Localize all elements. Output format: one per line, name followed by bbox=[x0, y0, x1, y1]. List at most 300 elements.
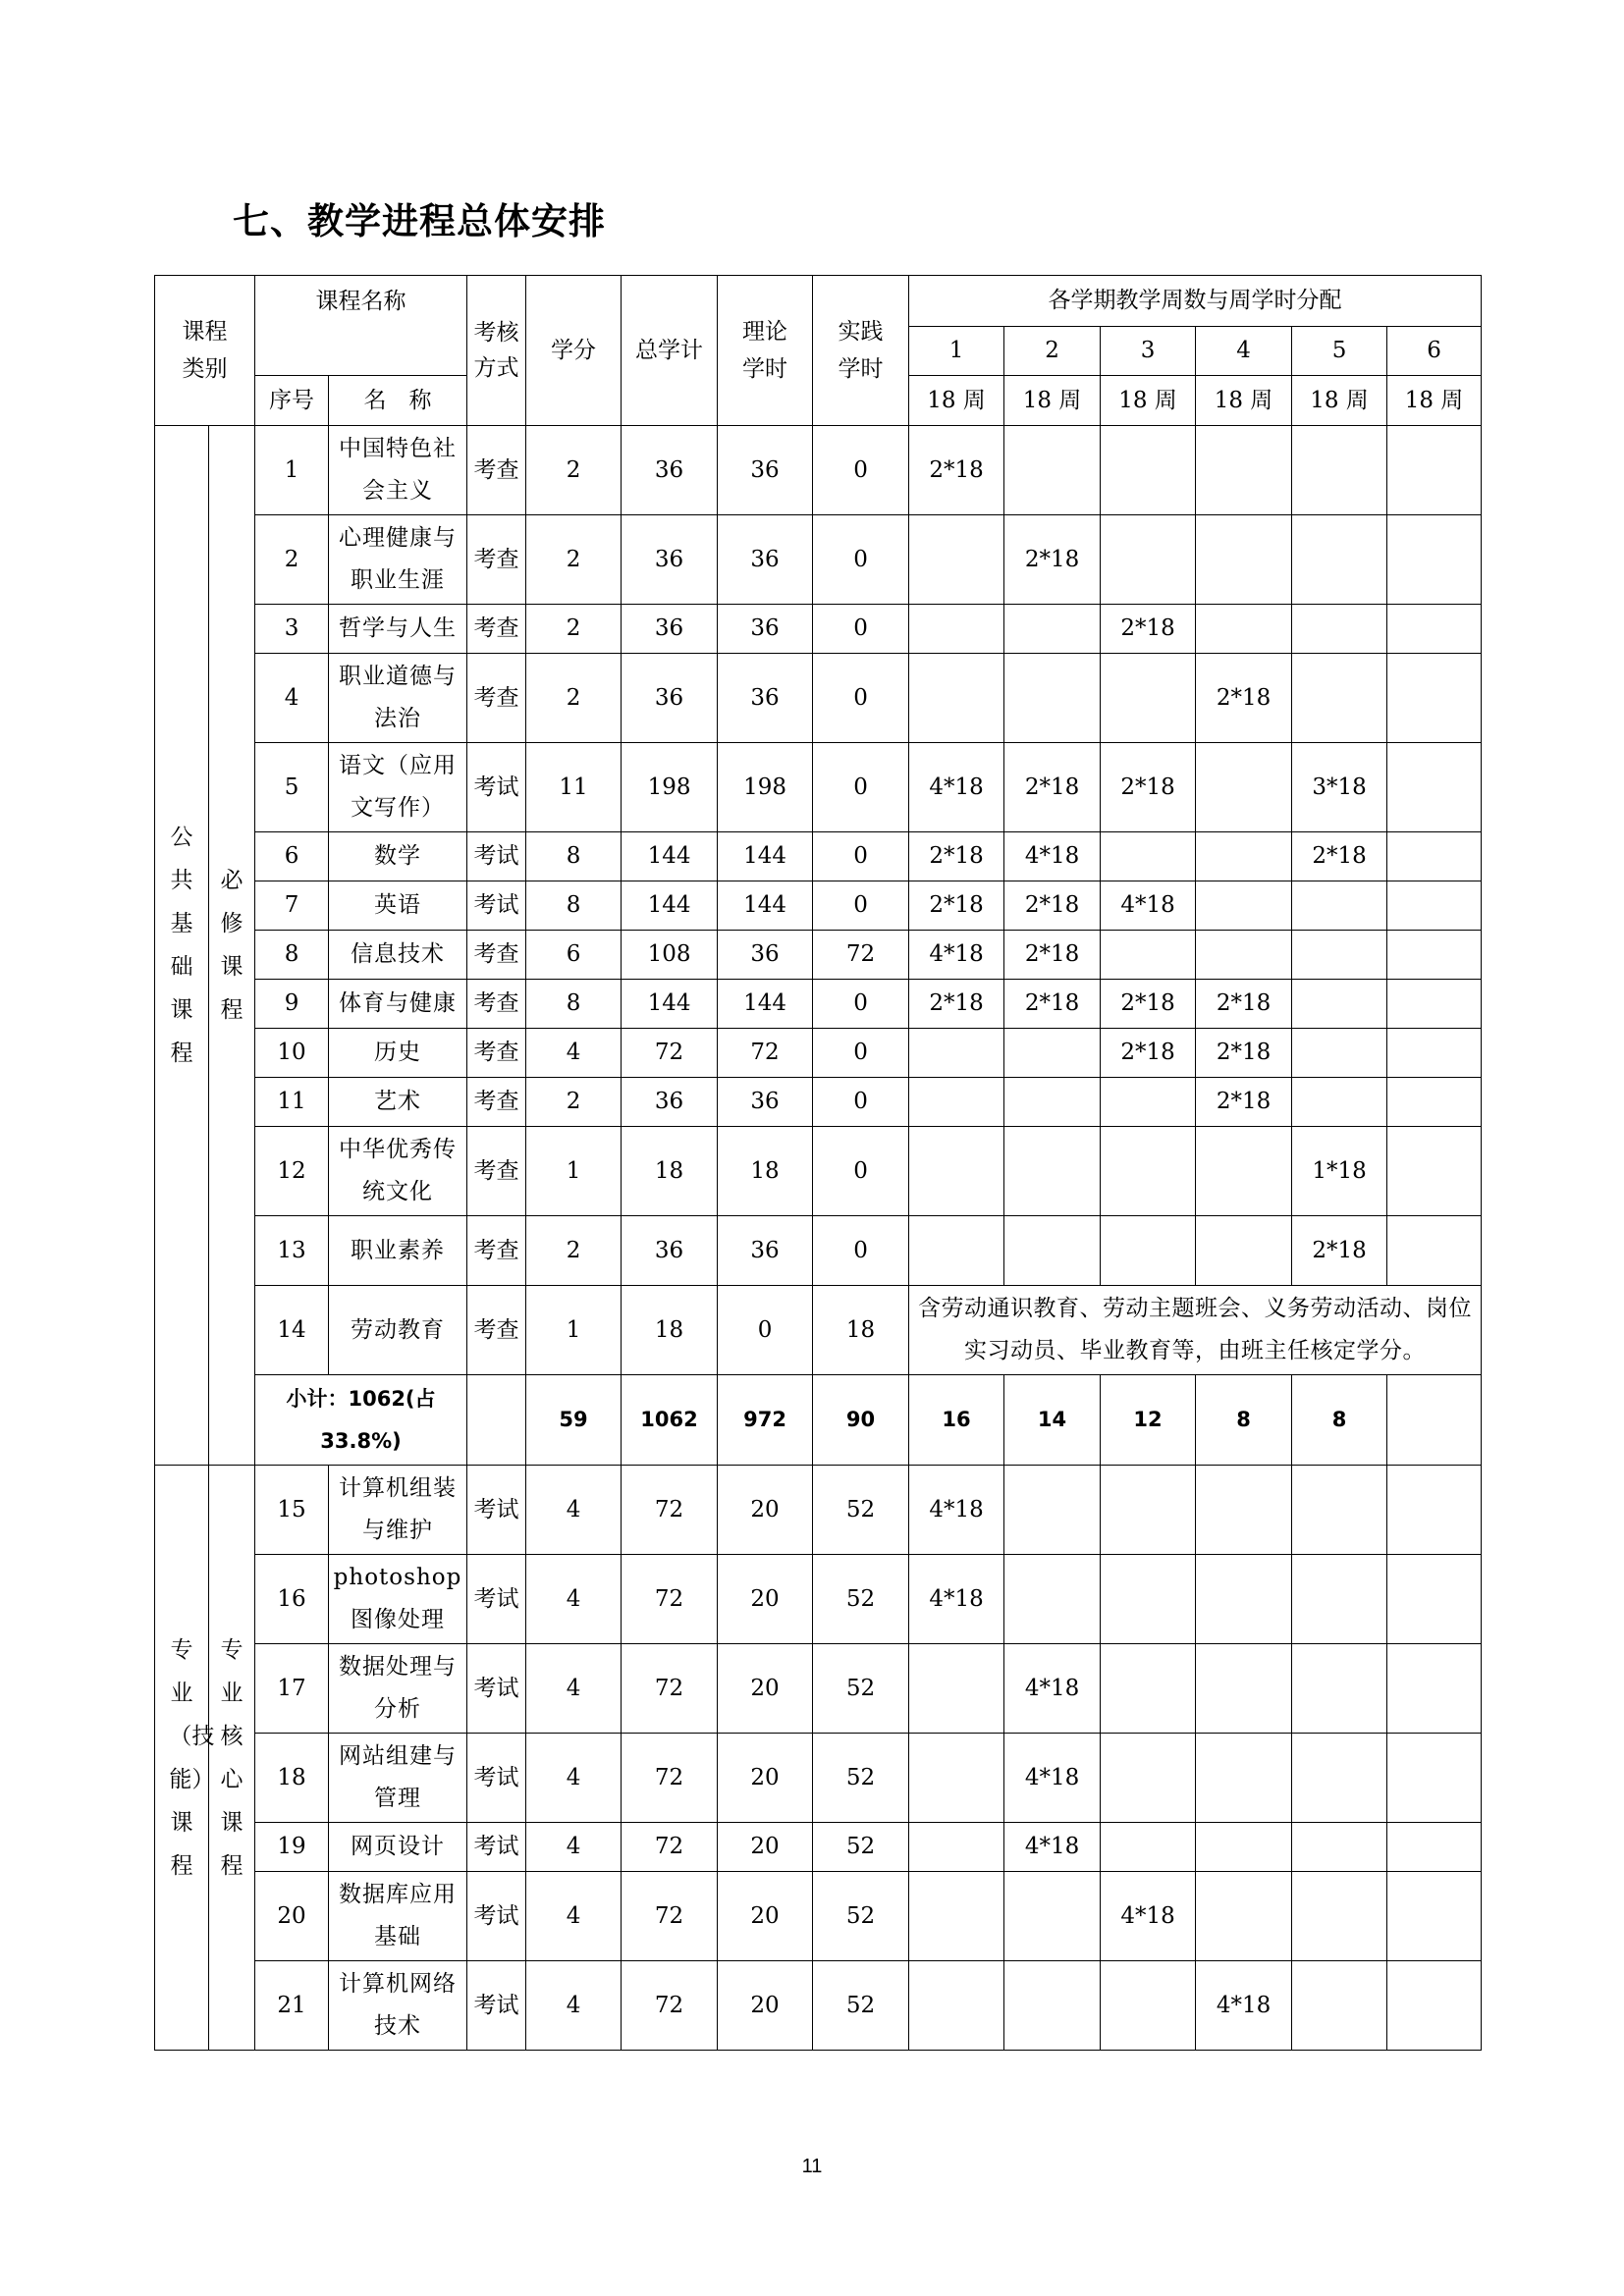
semester-hours-1: 2*18 bbox=[909, 832, 1004, 881]
course-assessment: 考查 bbox=[467, 515, 526, 605]
course-name: photoshop图像处理 bbox=[329, 1555, 467, 1644]
header-semester-4: 4 bbox=[1196, 327, 1292, 376]
course-total-hours: 72 bbox=[622, 1029, 718, 1078]
header-semester-1: 1 bbox=[909, 327, 1004, 376]
course-name: 哲学与人生 bbox=[329, 605, 467, 654]
semester-hours-5: 1*18 bbox=[1292, 1127, 1387, 1216]
semester-hours-4 bbox=[1196, 931, 1292, 980]
semester-hours-3: 2*18 bbox=[1101, 743, 1196, 832]
semester-hours-1: 2*18 bbox=[909, 980, 1004, 1029]
semester-hours-1 bbox=[909, 1961, 1004, 2051]
semester-hours-4 bbox=[1196, 1734, 1292, 1823]
course-theory-hours: 18 bbox=[718, 1127, 813, 1216]
semester-hours-5: 2*18 bbox=[1292, 1216, 1387, 1286]
course-seq: 8 bbox=[255, 931, 329, 980]
course-theory-hours: 36 bbox=[718, 515, 813, 605]
semester-hours-5 bbox=[1292, 1555, 1387, 1644]
semester-hours-3 bbox=[1101, 1823, 1196, 1872]
course-credits: 8 bbox=[526, 881, 622, 931]
course-credits: 2 bbox=[526, 605, 622, 654]
course-credits: 1 bbox=[526, 1127, 622, 1216]
course-assessment: 考试 bbox=[467, 1555, 526, 1644]
course-subcategory-public: 必修课程 bbox=[209, 426, 255, 1466]
course-practice-hours: 52 bbox=[813, 1872, 909, 1961]
course-row bbox=[155, 1466, 1482, 1555]
semester-hours-4 bbox=[1196, 1216, 1292, 1286]
semester-hours-4 bbox=[1196, 605, 1292, 654]
semester-hours-2 bbox=[1004, 1078, 1101, 1127]
course-practice-hours: 0 bbox=[813, 515, 909, 605]
course-row bbox=[155, 605, 1482, 654]
course-assessment: 考试 bbox=[467, 1644, 526, 1734]
course-seq: 19 bbox=[255, 1823, 329, 1872]
course-credits: 4 bbox=[526, 1466, 622, 1555]
course-row bbox=[155, 1555, 1482, 1644]
course-total-hours: 18 bbox=[622, 1127, 718, 1216]
course-credits: 4 bbox=[526, 1872, 622, 1961]
semester-hours-6 bbox=[1387, 654, 1482, 743]
course-seq: 13 bbox=[255, 1216, 329, 1286]
subtotal-semester-6 bbox=[1387, 1375, 1482, 1466]
semester-hours-4 bbox=[1196, 743, 1292, 832]
course-total-hours: 198 bbox=[622, 743, 718, 832]
course-theory-hours: 144 bbox=[718, 980, 813, 1029]
course-practice-hours: 0 bbox=[813, 1029, 909, 1078]
course-name: 职业素养 bbox=[329, 1216, 467, 1286]
header-seq: 序号 bbox=[255, 376, 329, 426]
header-weeks-3: 18 周 bbox=[1101, 376, 1196, 426]
semester-hours-2 bbox=[1004, 654, 1101, 743]
course-row bbox=[155, 1961, 1482, 2051]
semester-hours-5 bbox=[1292, 1078, 1387, 1127]
course-name: 英语 bbox=[329, 881, 467, 931]
course-practice-hours: 0 bbox=[813, 980, 909, 1029]
course-practice-hours: 52 bbox=[813, 1466, 909, 1555]
course-seq: 14 bbox=[255, 1286, 329, 1375]
course-name: 网站组建与管理 bbox=[329, 1734, 467, 1823]
teaching-plan-table bbox=[154, 275, 1482, 2051]
semester-hours-1 bbox=[909, 1078, 1004, 1127]
course-name: 计算机组装与维护 bbox=[329, 1466, 467, 1555]
semester-hours-6 bbox=[1387, 1216, 1482, 1286]
course-seq: 4 bbox=[255, 654, 329, 743]
semester-hours-4: 2*18 bbox=[1196, 1029, 1292, 1078]
course-note: 含劳动通识教育、劳动主题班会、义务劳动活动、岗位实习动员、毕业教育等，由班主任核定学分。 bbox=[909, 1286, 1482, 1375]
course-seq: 17 bbox=[255, 1644, 329, 1734]
semester-hours-3 bbox=[1101, 1555, 1196, 1644]
semester-hours-4 bbox=[1196, 1644, 1292, 1734]
semester-hours-6 bbox=[1387, 931, 1482, 980]
header-semester-group: 各学期教学周数与周学时分配 bbox=[909, 276, 1482, 327]
semester-hours-5 bbox=[1292, 426, 1387, 515]
course-theory-hours: 36 bbox=[718, 654, 813, 743]
page-title: 七、教学进程总体安排 bbox=[233, 200, 606, 242]
subtotal-total-hours: 1062 bbox=[622, 1375, 718, 1466]
course-practice-hours: 0 bbox=[813, 832, 909, 881]
course-credits: 8 bbox=[526, 832, 622, 881]
course-total-hours: 72 bbox=[622, 1872, 718, 1961]
course-credits: 8 bbox=[526, 980, 622, 1029]
course-name: 历史 bbox=[329, 1029, 467, 1078]
course-theory-hours: 0 bbox=[718, 1286, 813, 1375]
semester-hours-1 bbox=[909, 1872, 1004, 1961]
semester-hours-5 bbox=[1292, 1644, 1387, 1734]
course-theory-hours: 20 bbox=[718, 1644, 813, 1734]
subtotal-practice-hours: 90 bbox=[813, 1375, 909, 1466]
course-assessment: 考试 bbox=[467, 1823, 526, 1872]
semester-hours-1 bbox=[909, 1029, 1004, 1078]
course-subcategory-professional: 专业核心课程 bbox=[209, 1466, 255, 2051]
semester-hours-5 bbox=[1292, 1872, 1387, 1961]
semester-hours-6 bbox=[1387, 1823, 1482, 1872]
course-name: 职业道德与法治 bbox=[329, 654, 467, 743]
course-category-professional: 专业（技能）课程 bbox=[155, 1466, 209, 2051]
header-semester-2: 2 bbox=[1004, 327, 1101, 376]
course-total-hours: 72 bbox=[622, 1644, 718, 1734]
semester-hours-2 bbox=[1004, 1029, 1101, 1078]
subtotal-semester-3: 12 bbox=[1101, 1375, 1196, 1466]
course-practice-hours: 52 bbox=[813, 1644, 909, 1734]
course-total-hours: 144 bbox=[622, 980, 718, 1029]
semester-hours-2 bbox=[1004, 1466, 1101, 1555]
course-seq: 1 bbox=[255, 426, 329, 515]
course-total-hours: 72 bbox=[622, 1555, 718, 1644]
semester-hours-3 bbox=[1101, 1078, 1196, 1127]
course-total-hours: 108 bbox=[622, 931, 718, 980]
course-row bbox=[155, 832, 1482, 881]
course-practice-hours: 0 bbox=[813, 743, 909, 832]
header-semester-6: 6 bbox=[1387, 327, 1482, 376]
course-theory-hours: 36 bbox=[718, 605, 813, 654]
subtotal-credits: 59 bbox=[526, 1375, 622, 1466]
header-weeks-1: 18 周 bbox=[909, 376, 1004, 426]
semester-hours-4 bbox=[1196, 1466, 1292, 1555]
semester-hours-3 bbox=[1101, 1466, 1196, 1555]
course-name: 网页设计 bbox=[329, 1823, 467, 1872]
course-total-hours: 36 bbox=[622, 654, 718, 743]
semester-hours-1 bbox=[909, 515, 1004, 605]
course-assessment: 考查 bbox=[467, 426, 526, 515]
course-assessment: 考查 bbox=[467, 605, 526, 654]
course-credits: 2 bbox=[526, 1216, 622, 1286]
header-category: 课程类别 bbox=[155, 276, 255, 426]
course-seq: 9 bbox=[255, 980, 329, 1029]
course-credits: 4 bbox=[526, 1734, 622, 1823]
course-theory-hours: 198 bbox=[718, 743, 813, 832]
course-category-public: 公共基础课程 bbox=[155, 426, 209, 1466]
semester-hours-3 bbox=[1101, 426, 1196, 515]
semester-hours-6 bbox=[1387, 881, 1482, 931]
semester-hours-1 bbox=[909, 1823, 1004, 1872]
semester-hours-4 bbox=[1196, 515, 1292, 605]
subtotal-theory-hours: 972 bbox=[718, 1375, 813, 1466]
semester-hours-4: 2*18 bbox=[1196, 654, 1292, 743]
course-theory-hours: 20 bbox=[718, 1823, 813, 1872]
header-name: 名 称 bbox=[329, 376, 467, 426]
semester-hours-2 bbox=[1004, 605, 1101, 654]
course-total-hours: 36 bbox=[622, 515, 718, 605]
semester-hours-3 bbox=[1101, 515, 1196, 605]
course-seq: 7 bbox=[255, 881, 329, 931]
course-practice-hours: 52 bbox=[813, 1734, 909, 1823]
course-seq: 15 bbox=[255, 1466, 329, 1555]
course-assessment: 考查 bbox=[467, 1127, 526, 1216]
header-course-name: 课程名称 bbox=[255, 276, 467, 376]
course-total-hours: 18 bbox=[622, 1286, 718, 1375]
semester-hours-5 bbox=[1292, 931, 1387, 980]
semester-hours-3 bbox=[1101, 1216, 1196, 1286]
semester-hours-1 bbox=[909, 1644, 1004, 1734]
course-name: 语文（应用文写作） bbox=[329, 743, 467, 832]
semester-hours-4: 2*18 bbox=[1196, 1078, 1292, 1127]
course-total-hours: 72 bbox=[622, 1961, 718, 2051]
semester-hours-1: 2*18 bbox=[909, 881, 1004, 931]
course-seq: 18 bbox=[255, 1734, 329, 1823]
course-credits: 2 bbox=[526, 1078, 622, 1127]
course-credits: 4 bbox=[526, 1555, 622, 1644]
course-credits: 4 bbox=[526, 1823, 622, 1872]
course-theory-hours: 36 bbox=[718, 931, 813, 980]
subtotal-semester-4: 8 bbox=[1196, 1375, 1292, 1466]
semester-hours-3 bbox=[1101, 1127, 1196, 1216]
semester-hours-3: 2*18 bbox=[1101, 1029, 1196, 1078]
semester-hours-1: 4*18 bbox=[909, 931, 1004, 980]
course-assessment: 考试 bbox=[467, 743, 526, 832]
course-assessment: 考查 bbox=[467, 654, 526, 743]
semester-hours-3 bbox=[1101, 1961, 1196, 2051]
semester-hours-3 bbox=[1101, 1734, 1196, 1823]
header-semester-3: 3 bbox=[1101, 327, 1196, 376]
semester-hours-2: 4*18 bbox=[1004, 1823, 1101, 1872]
header-theory-hours: 理论学时 bbox=[718, 276, 813, 426]
course-row bbox=[155, 1823, 1482, 1872]
semester-hours-6 bbox=[1387, 605, 1482, 654]
course-row bbox=[155, 1644, 1482, 1734]
course-credits: 2 bbox=[526, 654, 622, 743]
semester-hours-1 bbox=[909, 605, 1004, 654]
course-name: 数据库应用基础 bbox=[329, 1872, 467, 1961]
semester-hours-2: 4*18 bbox=[1004, 1734, 1101, 1823]
course-practice-hours: 18 bbox=[813, 1286, 909, 1375]
semester-hours-2 bbox=[1004, 1216, 1101, 1286]
semester-hours-6 bbox=[1387, 1644, 1482, 1734]
course-seq: 21 bbox=[255, 1961, 329, 2051]
course-total-hours: 72 bbox=[622, 1823, 718, 1872]
course-name: 信息技术 bbox=[329, 931, 467, 980]
course-theory-hours: 36 bbox=[718, 1216, 813, 1286]
course-practice-hours: 0 bbox=[813, 426, 909, 515]
course-credits: 4 bbox=[526, 1644, 622, 1734]
course-total-hours: 144 bbox=[622, 881, 718, 931]
course-assessment: 考查 bbox=[467, 1029, 526, 1078]
header-assessment: 考核方式 bbox=[467, 276, 526, 426]
course-theory-hours: 20 bbox=[718, 1555, 813, 1644]
course-assessment: 考查 bbox=[467, 1286, 526, 1375]
semester-hours-3 bbox=[1101, 1644, 1196, 1734]
semester-hours-5 bbox=[1292, 515, 1387, 605]
semester-hours-5: 3*18 bbox=[1292, 743, 1387, 832]
semester-hours-6 bbox=[1387, 1466, 1482, 1555]
course-credits: 4 bbox=[526, 1029, 622, 1078]
course-seq: 10 bbox=[255, 1029, 329, 1078]
semester-hours-6 bbox=[1387, 1872, 1482, 1961]
course-row bbox=[155, 1029, 1482, 1078]
course-theory-hours: 144 bbox=[718, 881, 813, 931]
course-seq: 6 bbox=[255, 832, 329, 881]
subtotal-assessment bbox=[467, 1375, 526, 1466]
course-row bbox=[155, 980, 1482, 1029]
course-row bbox=[155, 931, 1482, 980]
course-name: 劳动教育 bbox=[329, 1286, 467, 1375]
course-row bbox=[155, 743, 1482, 832]
course-name: 艺术 bbox=[329, 1078, 467, 1127]
semester-hours-1: 4*18 bbox=[909, 1466, 1004, 1555]
course-total-hours: 36 bbox=[622, 605, 718, 654]
semester-hours-5 bbox=[1292, 1734, 1387, 1823]
header-semester-5: 5 bbox=[1292, 327, 1387, 376]
semester-hours-5 bbox=[1292, 1466, 1387, 1555]
semester-hours-6 bbox=[1387, 1961, 1482, 2051]
course-seq: 11 bbox=[255, 1078, 329, 1127]
course-assessment: 考查 bbox=[467, 931, 526, 980]
course-name: 数据处理与分析 bbox=[329, 1644, 467, 1734]
course-seq: 12 bbox=[255, 1127, 329, 1216]
semester-hours-6 bbox=[1387, 515, 1482, 605]
header-weeks-6: 18 周 bbox=[1387, 376, 1482, 426]
course-practice-hours: 0 bbox=[813, 1216, 909, 1286]
course-theory-hours: 144 bbox=[718, 832, 813, 881]
semester-hours-6 bbox=[1387, 1029, 1482, 1078]
semester-hours-1: 4*18 bbox=[909, 743, 1004, 832]
subtotal-semester-5: 8 bbox=[1292, 1375, 1387, 1466]
course-practice-hours: 52 bbox=[813, 1555, 909, 1644]
semester-hours-4 bbox=[1196, 881, 1292, 931]
semester-hours-5 bbox=[1292, 1823, 1387, 1872]
course-assessment: 考查 bbox=[467, 1078, 526, 1127]
subtotal-semester-2: 14 bbox=[1004, 1375, 1101, 1466]
semester-hours-4 bbox=[1196, 1872, 1292, 1961]
header-practice-hours: 实践学时 bbox=[813, 276, 909, 426]
semester-hours-2 bbox=[1004, 1127, 1101, 1216]
course-theory-hours: 20 bbox=[718, 1734, 813, 1823]
semester-hours-2: 2*18 bbox=[1004, 881, 1101, 931]
course-credits: 4 bbox=[526, 1961, 622, 2051]
semester-hours-3: 4*18 bbox=[1101, 881, 1196, 931]
header-weeks-5: 18 周 bbox=[1292, 376, 1387, 426]
semester-hours-2: 2*18 bbox=[1004, 931, 1101, 980]
course-practice-hours: 0 bbox=[813, 1078, 909, 1127]
course-credits: 11 bbox=[526, 743, 622, 832]
course-assessment: 考查 bbox=[467, 1216, 526, 1286]
semester-hours-5: 2*18 bbox=[1292, 832, 1387, 881]
course-credits: 6 bbox=[526, 931, 622, 980]
course-row bbox=[155, 426, 1482, 515]
course-name: 体育与健康 bbox=[329, 980, 467, 1029]
course-assessment: 考试 bbox=[467, 1872, 526, 1961]
semester-hours-2 bbox=[1004, 1961, 1101, 2051]
semester-hours-3 bbox=[1101, 931, 1196, 980]
course-name: 计算机网络技术 bbox=[329, 1961, 467, 2051]
subtotal-row bbox=[155, 1375, 1482, 1466]
course-credits: 2 bbox=[526, 426, 622, 515]
course-row bbox=[155, 1286, 1482, 1375]
semester-hours-6 bbox=[1387, 426, 1482, 515]
semester-hours-1 bbox=[909, 654, 1004, 743]
course-practice-hours: 52 bbox=[813, 1823, 909, 1872]
semester-hours-4 bbox=[1196, 1555, 1292, 1644]
course-total-hours: 144 bbox=[622, 832, 718, 881]
course-name: 中华优秀传统文化 bbox=[329, 1127, 467, 1216]
semester-hours-6 bbox=[1387, 980, 1482, 1029]
semester-hours-5 bbox=[1292, 980, 1387, 1029]
semester-hours-5 bbox=[1292, 1961, 1387, 2051]
course-seq: 2 bbox=[255, 515, 329, 605]
course-total-hours: 36 bbox=[622, 1216, 718, 1286]
course-row bbox=[155, 654, 1482, 743]
semester-hours-5 bbox=[1292, 881, 1387, 931]
course-assessment: 考试 bbox=[467, 832, 526, 881]
semester-hours-3: 2*18 bbox=[1101, 980, 1196, 1029]
semester-hours-1 bbox=[909, 1127, 1004, 1216]
header-weeks-4: 18 周 bbox=[1196, 376, 1292, 426]
course-theory-hours: 20 bbox=[718, 1872, 813, 1961]
semester-hours-5 bbox=[1292, 654, 1387, 743]
course-credits: 1 bbox=[526, 1286, 622, 1375]
course-practice-hours: 52 bbox=[813, 1961, 909, 2051]
semester-hours-1: 2*18 bbox=[909, 426, 1004, 515]
course-row bbox=[155, 1078, 1482, 1127]
semester-hours-5 bbox=[1292, 605, 1387, 654]
semester-hours-4 bbox=[1196, 1127, 1292, 1216]
course-total-hours: 36 bbox=[622, 426, 718, 515]
course-row bbox=[155, 1872, 1482, 1961]
course-assessment: 考查 bbox=[467, 980, 526, 1029]
semester-hours-6 bbox=[1387, 1734, 1482, 1823]
semester-hours-2: 2*18 bbox=[1004, 515, 1101, 605]
semester-hours-2 bbox=[1004, 1872, 1101, 1961]
semester-hours-6 bbox=[1387, 1078, 1482, 1127]
course-theory-hours: 36 bbox=[718, 426, 813, 515]
semester-hours-4 bbox=[1196, 426, 1292, 515]
course-total-hours: 72 bbox=[622, 1466, 718, 1555]
course-assessment: 考试 bbox=[467, 1734, 526, 1823]
semester-hours-3 bbox=[1101, 654, 1196, 743]
semester-hours-4 bbox=[1196, 1823, 1292, 1872]
course-practice-hours: 72 bbox=[813, 931, 909, 980]
course-credits: 2 bbox=[526, 515, 622, 605]
course-total-hours: 36 bbox=[622, 1078, 718, 1127]
semester-hours-6 bbox=[1387, 1127, 1482, 1216]
semester-hours-1 bbox=[909, 1734, 1004, 1823]
course-name: 心理健康与职业生涯 bbox=[329, 515, 467, 605]
semester-hours-3: 4*18 bbox=[1101, 1872, 1196, 1961]
course-seq: 5 bbox=[255, 743, 329, 832]
semester-hours-2 bbox=[1004, 426, 1101, 515]
header-weeks-2: 18 周 bbox=[1004, 376, 1101, 426]
semester-hours-2: 4*18 bbox=[1004, 832, 1101, 881]
semester-hours-4 bbox=[1196, 832, 1292, 881]
course-practice-hours: 0 bbox=[813, 605, 909, 654]
header-total-hours: 总学计 bbox=[622, 276, 718, 426]
semester-hours-2: 2*18 bbox=[1004, 980, 1101, 1029]
semester-hours-5 bbox=[1292, 1029, 1387, 1078]
page-number: 11 bbox=[801, 2156, 823, 2177]
course-row bbox=[155, 881, 1482, 931]
course-assessment: 考试 bbox=[467, 1466, 526, 1555]
semester-hours-2 bbox=[1004, 1555, 1101, 1644]
semester-hours-6 bbox=[1387, 832, 1482, 881]
course-total-hours: 72 bbox=[622, 1734, 718, 1823]
